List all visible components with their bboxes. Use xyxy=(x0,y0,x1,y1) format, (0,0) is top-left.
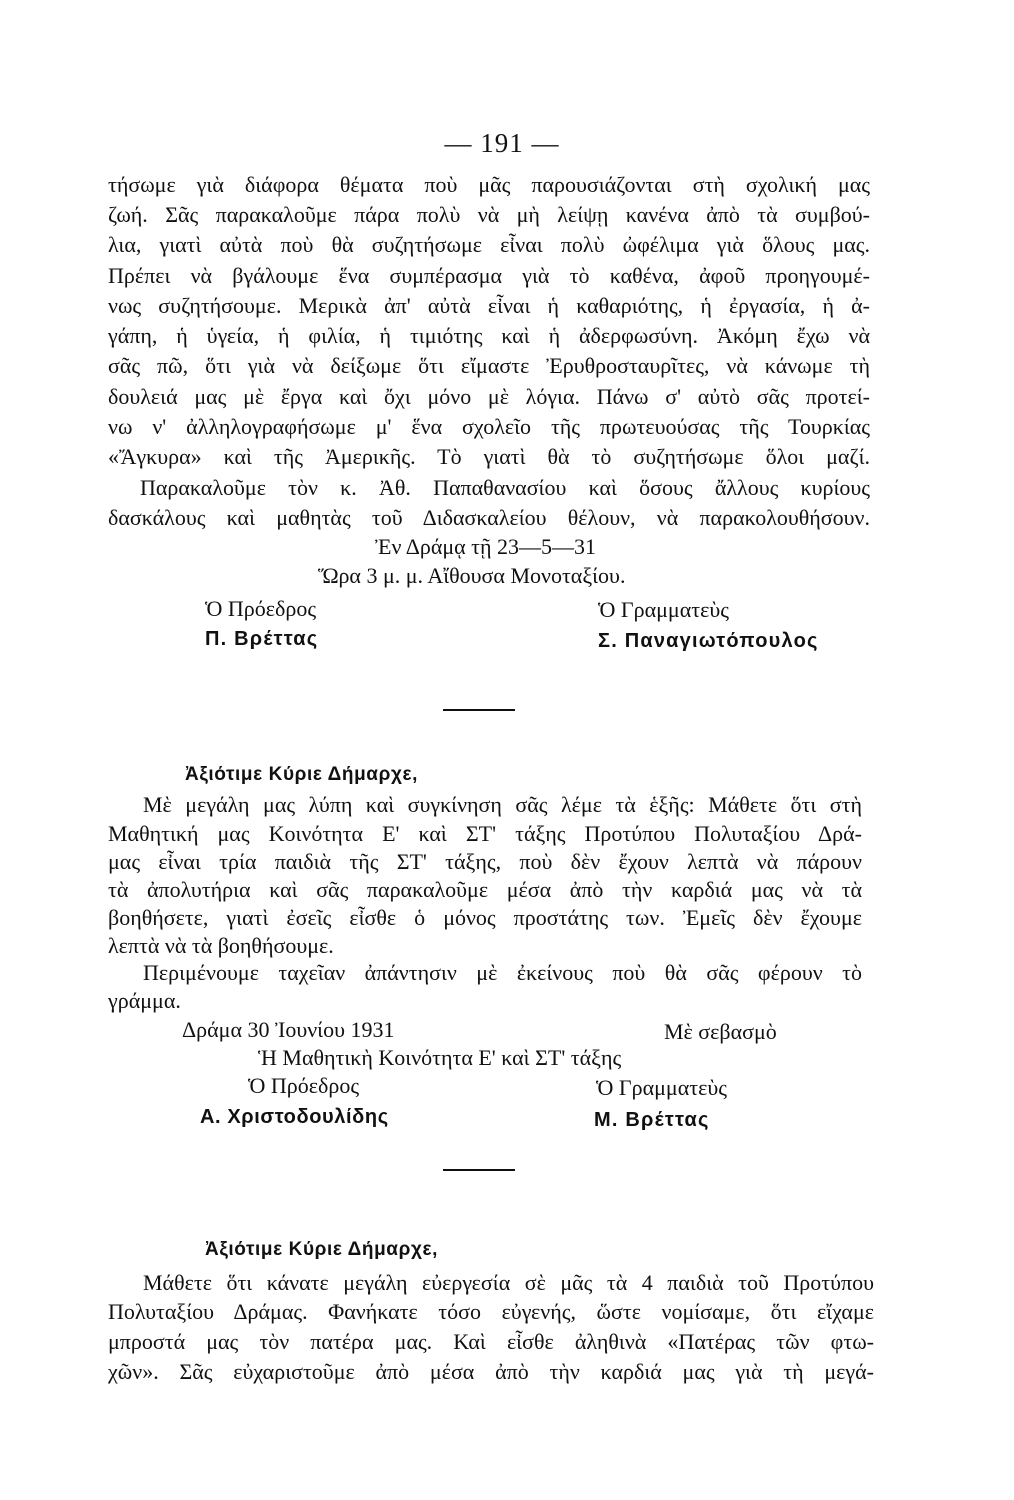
letter-line: μας εἶναι τρία παιδιὰ τῆς ΣΤ' τάξης, ποὺ δὲν ἔχουν λεπτὰ νὰ πάρουν xyxy=(108,849,862,874)
notice-line: ζωή. Σᾶς παρακαλοῦμε πάρα πολὺ νὰ μὴ λείψῃ κανένα ἀπὸ τὰ συμβού- xyxy=(108,202,870,227)
letter-line: λεπτὰ νὰ τὰ βοηθήσουμε. xyxy=(108,933,334,958)
letter-date: Δράμα 30 Ἰουνίου 1931 xyxy=(182,1017,395,1042)
notice-line: νως συζητήσουμε. Μερικὰ ἀπ' αὐτὰ εἶναι ἡ καθαριότης, ἡ ἐργασία, ἡ ἀ- xyxy=(108,293,870,318)
letter-line: βοηθήσετε, γιατὶ ἐσεῖς εἶσθε ὁ μόνος προστάτης των. Ἐμεῖς δὲν ἔχουμε xyxy=(108,905,862,930)
notice-line: «Ἄγκυρα» καὶ τῆς Ἀμερικῆς. Τὸ γιατὶ θὰ τὸ συζητήσωμε ὅλοι μαζί. xyxy=(108,444,870,469)
notice-date: Ἐν Δράμᾳ τῇ 23—5—31 xyxy=(375,534,597,559)
section-divider xyxy=(443,709,515,711)
page-number: — 191 — xyxy=(444,128,560,158)
letter-line: τὰ ἀπολυτήρια καὶ σᾶς παρακαλοῦμε μέσα ἀπὸ τὴν καρδιά μας νὰ τὰ xyxy=(108,877,862,902)
president-name: Π. Βρέττας xyxy=(205,628,319,650)
notice-line: γάπη, ἡ ὑγεία, ἡ φιλία, ἡ τιμιότης καὶ ἡ ἀδερφωσύνη. Ἀκόμη ἔχω νὰ xyxy=(108,323,870,348)
section-divider xyxy=(443,1169,515,1171)
letter-line: Μαθητική μας Κοινότητα Ε' καὶ ΣΤ' τάξης Προτύπου Πολυταξίου Δρά- xyxy=(108,821,862,846)
notice-time: Ὥρα 3 μ. μ. Αἴθουσα Μονοταξίου. xyxy=(318,563,626,588)
notice-line: σᾶς πῶ, ὅτι γιὰ νὰ δείξωμε ὅτι εἴμαστε Ἐρυθροσταυρῖτες, νὰ κάνωμε τὴ xyxy=(108,353,870,378)
notice-line: δασκάλους καὶ μαθητὰς τοῦ Διδασκαλείου θέλουν, νὰ παρακολουθήσουν. xyxy=(108,505,870,530)
president-title: Ὁ Πρόεδρος xyxy=(248,1073,360,1098)
letter-line: Περιμένουμε ταχεῖαν ἀπάντησιν μὲ ἐκείνους ποὺ θὰ σᾶς φέρουν τὸ xyxy=(143,960,862,985)
letter-closing: Μὲ σεβασμὸ xyxy=(664,1019,777,1044)
letter-line: μπροστά μας τὸν πατέρα μας. Καὶ εἶσθε ἀληθινὰ «Πατέρας τῶν φτω- xyxy=(108,1329,874,1354)
notice-line: λια, γιατὶ αὐτὰ ποὺ θὰ συζητήσωμε εἶναι πολὺ ὠφέλιμα γιὰ ὅλους μας. xyxy=(108,232,870,257)
letter-line: Μὲ μεγάλη μας λύπη καὶ συγκίνηση σᾶς λέμε τὰ ἑξῆς: Μάθετε ὅτι στὴ xyxy=(143,792,862,817)
president-title: Ὁ Πρόεδρος xyxy=(205,596,317,621)
president-name: Α. Χριστοδουλίδης xyxy=(200,1106,389,1128)
letter-line: Πολυταξίου Δράμας. Φανήκατε τόσο εὐγενής, ὥστε νομίσαμε, ὅτι εἴχαμε xyxy=(108,1299,874,1324)
notice-line: Παρακαλοῦμε τὸν κ. Ἀθ. Παπαθανασίου καὶ ὅσους ἄλλους κυρίους xyxy=(140,475,870,500)
secretary-name: Μ. Βρέττας xyxy=(594,1109,710,1131)
notice-line: τήσωμε γιὰ διάφορα θέματα ποὺ μᾶς παρουσιάζονται στὴ σχολική μας xyxy=(108,172,870,197)
letter-line: χῶν». Σᾶς εὐχαριστοῦμε ἀπὸ μέσα ἀπὸ τὴν καρδιά μας γιὰ τὴ μεγά- xyxy=(108,1359,874,1384)
secretary-title: Ὁ Γραμματεὺς xyxy=(596,1075,727,1100)
letter-salutation: Ἀξιότιμε Κύριε Δήμαρχε, xyxy=(185,764,418,785)
letter-signatory: Ἡ Μαθητικὴ Κοινότητα Ε' καὶ ΣΤ' τάξης xyxy=(258,1045,622,1070)
notice-line: δουλειά μας μὲ ἔργα καὶ ὄχι μόνο μὲ λόγια. Πάνω σ' αὐτὸ σᾶς προτεί- xyxy=(108,384,870,409)
letter-line: Μάθετε ὅτι κάνατε μεγάλη εὐεργεσία σὲ μᾶς τὰ 4 παιδιὰ τοῦ Προτύπου xyxy=(143,1270,874,1295)
letter-salutation: Ἀξιότιμε Κύριε Δήμαρχε, xyxy=(205,1239,438,1260)
secretary-title: Ὁ Γραμματεὺς xyxy=(598,597,729,622)
letter-line: γράμμα. xyxy=(108,988,181,1013)
secretary-name: Σ. Παναγιωτόπουλος xyxy=(598,630,819,652)
notice-line: νω ν' ἀλληλογραφήσωμε μ' ἕνα σχολεῖο τῆς πρωτευούσας τῆς Τουρκίας xyxy=(108,414,870,439)
notice-line: Πρέπει νὰ βγάλουμε ἕνα συμπέρασμα γιὰ τὸ καθένα, ἀφοῦ προηγουμέ- xyxy=(108,263,870,288)
